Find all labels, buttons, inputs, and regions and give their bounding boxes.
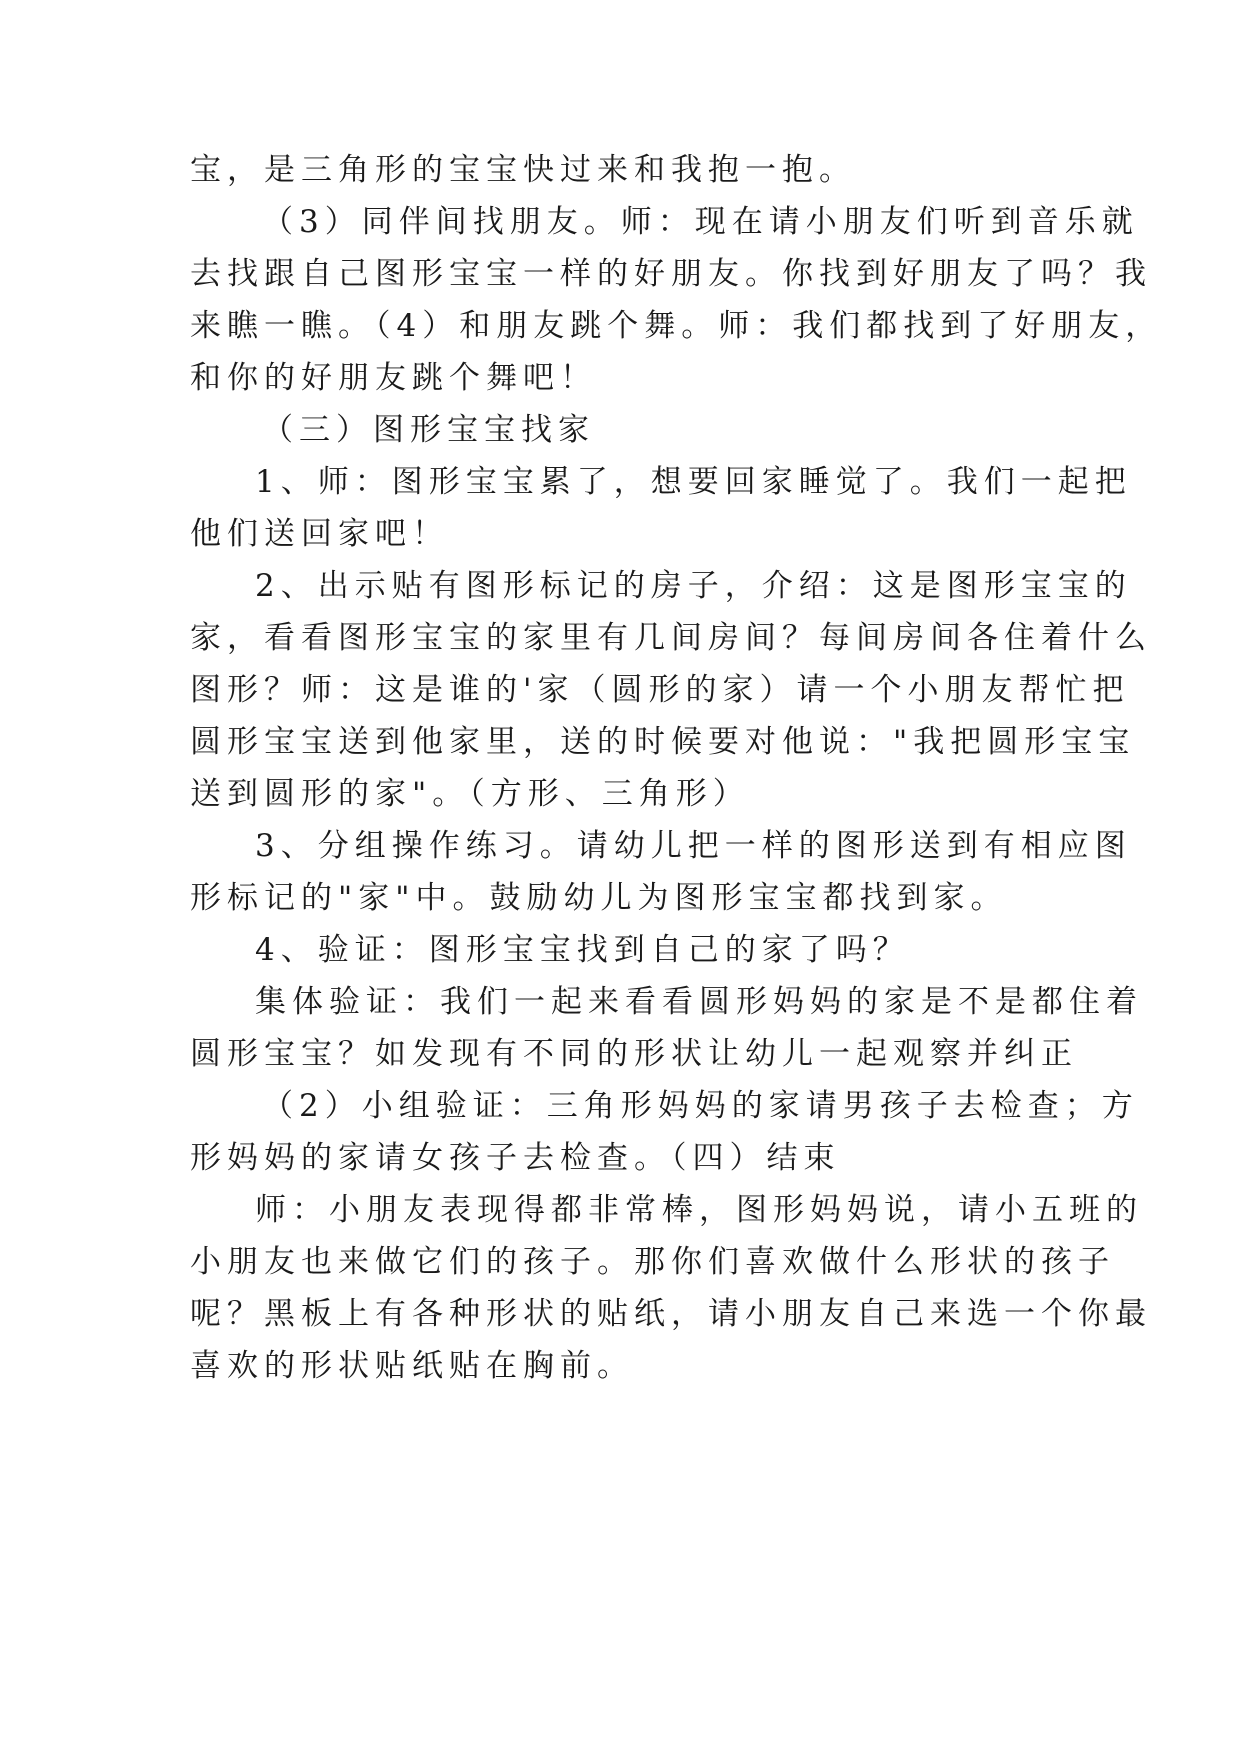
- text-line: 他们送回家吧！: [190, 516, 449, 552]
- text-line: 图形？师：这是谁的'家（圆形的家）请一个小朋友帮忙把: [190, 672, 1130, 708]
- text-line: 集体验证：我们一起来看看圆形妈妈的家是不是都住着: [255, 984, 1143, 1020]
- text-line: 宝，是三角形的宝宝快过来和我抱一抱。: [190, 152, 856, 188]
- text-line: 3、分组操作练习。请幼儿把一样的图形送到有相应图: [255, 828, 1132, 864]
- text-line: 圆形宝宝？如发现有不同的形状让幼儿一起观察并纠正: [190, 1036, 1078, 1072]
- text-line: 形标记的"家"中。鼓励幼儿为图形宝宝都找到家。: [190, 880, 1008, 916]
- text-line: 形妈妈的家请女孩子去检查。（四）结束: [190, 1140, 841, 1176]
- section-heading: （三）图形宝宝找家: [262, 412, 595, 448]
- text-line: 师：小朋友表现得都非常棒，图形妈妈说，请小五班的: [255, 1192, 1143, 1228]
- text-line: 和你的好朋友跳个舞吧！: [190, 360, 597, 396]
- text-line: （2）小组验证：三角形妈妈的家请男孩子去检查；方: [262, 1088, 1139, 1124]
- text-line: 来瞧一瞧。（4）和朋友跳个舞。师：我们都找到了好朋友，: [190, 308, 1163, 344]
- text-line: 1、师：图形宝宝累了，想要回家睡觉了。我们一起把: [255, 464, 1132, 500]
- text-line: 4、验证：图形宝宝找到自己的家了吗？: [255, 932, 910, 968]
- text-line: 喜欢的形状贴纸贴在胸前。: [190, 1348, 634, 1384]
- text-line: 圆形宝宝送到他家里，送的时候要对他说："我把圆形宝宝: [190, 724, 1136, 760]
- text-line: 2、出示贴有图形标记的房子，介绍：这是图形宝宝的: [255, 568, 1132, 604]
- text-line: 家，看看图形宝宝的家里有几间房间？每间房间各住着什么: [190, 620, 1152, 656]
- text-line: （3）同伴间找朋友。师：现在请小朋友们听到音乐就: [262, 204, 1139, 240]
- text-line: 去找跟自己图形宝宝一样的好朋友。你找到好朋友了吗？我: [190, 256, 1152, 292]
- text-line: 送到圆形的家"。（方形、三角形）: [190, 776, 750, 812]
- text-line: 小朋友也来做它们的孩子。那你们喜欢做什么形状的孩子: [190, 1244, 1115, 1280]
- text-line: 呢？黑板上有各种形状的贴纸，请小朋友自己来选一个你最: [190, 1296, 1152, 1332]
